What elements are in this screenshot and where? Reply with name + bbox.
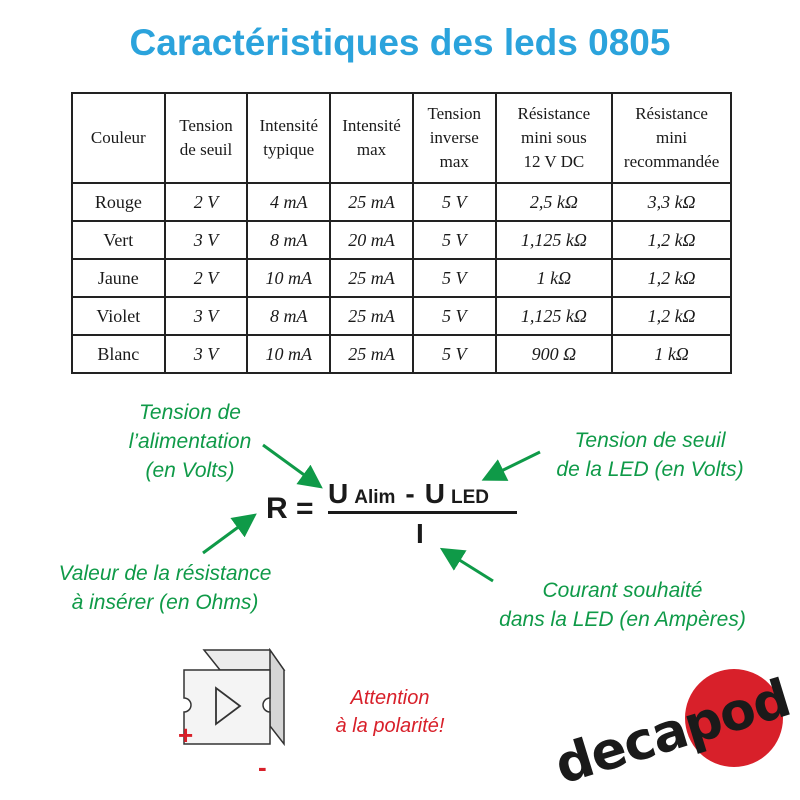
annotation-resistance <box>30 559 300 617</box>
spec-table <box>71 92 732 374</box>
formula-minus: - <box>405 478 415 509</box>
page-title: Caractéristiques des leds 0805 <box>129 22 671 63</box>
value-cell: 8 mA <box>247 297 330 335</box>
value-cell: 20 mA <box>330 221 413 259</box>
header-line: Couleur <box>90 128 146 147</box>
color-cell: Jaune <box>72 259 165 297</box>
value-cell: 1,2 kΩ <box>612 259 731 297</box>
value-cell: 3 V <box>165 335 248 373</box>
led-package-icon <box>180 648 310 763</box>
value-cell: 1,2 kΩ <box>612 297 731 335</box>
value-cell: 10 mA <box>247 335 330 373</box>
formula <box>266 478 526 558</box>
annotation-current <box>470 576 775 634</box>
logo-text: decapod <box>548 668 797 797</box>
value-cell: 25 mA <box>330 259 413 297</box>
header-line: Intensité <box>259 116 318 135</box>
header-line: recommandée <box>623 152 720 171</box>
value-cell: 25 mA <box>330 183 413 221</box>
formula-u2: U <box>424 478 445 509</box>
value-cell: 3 V <box>165 221 248 259</box>
value-cell: 25 mA <box>330 335 413 373</box>
fraction-bar <box>328 511 517 514</box>
annotation-line: de la LED (en Volts) <box>556 458 744 481</box>
value-cell: 10 mA <box>247 259 330 297</box>
annotation-line: Tension de seuil <box>574 429 726 452</box>
value-cell: 3 V <box>165 297 248 335</box>
formula-sub-led: LED <box>450 487 489 508</box>
formula-sub-alim: Alim <box>354 487 396 508</box>
value-cell: 1,125 kΩ <box>496 221 613 259</box>
polarity-minus: - <box>258 752 267 782</box>
header-line: de seuil <box>179 140 233 159</box>
arrow-resistance <box>203 517 252 553</box>
color-cell: Violet <box>72 297 165 335</box>
formula-r: R = <box>266 492 314 525</box>
value-cell: 4 mA <box>247 183 330 221</box>
column-header <box>612 93 731 183</box>
annotation-line: dans la LED (en Ampères) <box>499 608 746 631</box>
value-cell: 5 V <box>413 297 496 335</box>
annotation-supply <box>95 398 285 485</box>
formula-u-alim <box>328 478 489 510</box>
table-row <box>72 183 731 221</box>
value-cell: 1,125 kΩ <box>496 297 613 335</box>
header-line: mini sous <box>521 128 587 147</box>
value-cell: 5 V <box>413 221 496 259</box>
annotation-line: (en Volts) <box>145 459 235 482</box>
table-row <box>72 259 731 297</box>
annotation-line: l’alimentation <box>128 430 252 453</box>
table-row <box>72 221 731 259</box>
header-line: mini <box>655 128 688 147</box>
annotation-line: Tension de <box>139 401 241 424</box>
table-header-row <box>72 93 731 183</box>
header-line: Intensité <box>342 116 401 135</box>
column-header <box>413 93 496 183</box>
value-cell: 5 V <box>413 335 496 373</box>
annotation-line: Courant souhaité <box>542 579 703 602</box>
header-line: inverse <box>429 128 479 147</box>
header-line: 12 V DC <box>523 152 585 171</box>
color-cell: Rouge <box>72 183 165 221</box>
color-cell: Vert <box>72 221 165 259</box>
annotation-line: à insérer (en Ohms) <box>71 591 259 614</box>
header-line: Tension <box>179 116 233 135</box>
header-line: Résistance <box>635 104 708 123</box>
warning-line: à la polarité! <box>335 715 445 737</box>
polarity-warning <box>315 684 465 740</box>
header-line: Résistance <box>517 104 591 123</box>
value-cell: 1 kΩ <box>496 259 613 297</box>
value-cell: 3,3 kΩ <box>612 183 731 221</box>
value-cell: 900 Ω <box>496 335 613 373</box>
column-header <box>330 93 413 183</box>
value-cell: 1,2 kΩ <box>612 221 731 259</box>
formula-denominator: I <box>416 518 424 549</box>
value-cell: 2,5 kΩ <box>496 183 613 221</box>
table-row <box>72 335 731 373</box>
value-cell: 2 V <box>165 259 248 297</box>
column-header <box>247 93 330 183</box>
column-header <box>165 93 248 183</box>
header-line: max <box>356 140 387 159</box>
value-cell: 25 mA <box>330 297 413 335</box>
header-line: max <box>439 152 469 171</box>
value-cell: 5 V <box>413 183 496 221</box>
value-cell: 2 V <box>165 183 248 221</box>
header-line: Tension <box>427 104 482 123</box>
header-line: typique <box>263 140 315 159</box>
column-header <box>72 93 165 183</box>
annotation-line: Valeur de la résistance <box>58 562 272 585</box>
decapod-logo <box>548 660 798 800</box>
value-cell: 8 mA <box>247 221 330 259</box>
formula-u1: U <box>328 478 349 509</box>
table-row <box>72 297 731 335</box>
value-cell: 5 V <box>413 259 496 297</box>
value-cell: 1 kΩ <box>612 335 731 373</box>
column-header <box>496 93 613 183</box>
table-body <box>72 183 731 373</box>
polarity-plus: + <box>178 720 194 750</box>
warning-line: Attention <box>350 687 430 709</box>
annotation-threshold <box>520 426 780 484</box>
color-cell: Blanc <box>72 335 165 373</box>
